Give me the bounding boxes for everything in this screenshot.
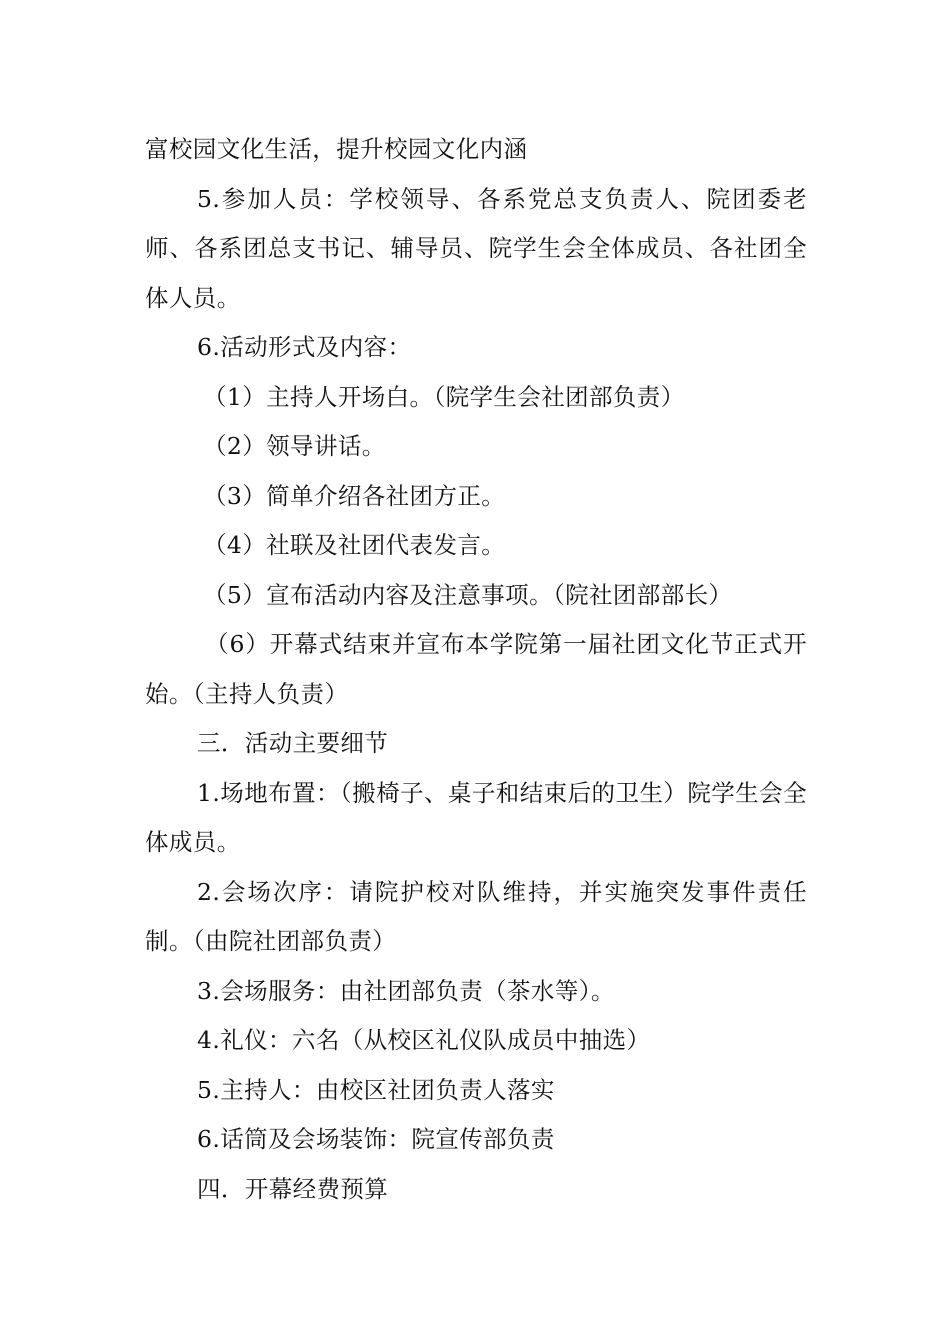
paragraph-etiquette: 4.礼仪：六名（从校区礼仪队成员中抽选） <box>197 1026 651 1054</box>
section-heading-budget: 四．开幕经费预算 <box>197 1174 389 1203</box>
paragraph-venue-order: 2.会场次序：请院护校对队维持，并实施突发事件责任制。（由院社团部负责） <box>145 877 807 955</box>
list-item-closing: （6）开幕式结束并宣布本学院第一届社团文化节正式开始。（主持人负责） <box>145 630 807 708</box>
document-body <box>145 125 807 1214</box>
list-item-club-intro: （3）简单介绍各社团方正。 <box>203 481 506 510</box>
list-item-leader-speech: （2）领导讲话。 <box>203 432 386 460</box>
paragraph-microphone-decoration: 6.话筒及会场装饰：院宣传部负责 <box>197 1125 555 1153</box>
paragraph-host: 5.主持人：由校区社团负责人落实 <box>197 1075 555 1104</box>
paragraph-venue-service: 3.会场服务：由社团部负责（茶水等）。 <box>197 976 615 1005</box>
section-heading-details: 三．活动主要细节 <box>197 729 389 757</box>
paragraph-continuation: 富校园文化生活，提升校园文化内涵 <box>145 135 528 163</box>
paragraph-activity-form: 6.活动形式及内容： <box>197 333 412 361</box>
list-item-host-opening: （1）主持人开场白。（院学生会社团部负责） <box>203 382 685 411</box>
list-item-announce-content: （5）宣布活动内容及注意事项。（院社团部部长） <box>203 580 733 609</box>
paragraph-participants: 5.参加人员：学校领导、各系党总支负责人、院团委老师、各系团总支书记、辅导员、院学生会全体成员、各社团全体人员。 <box>145 184 807 312</box>
list-item-representative-speech: （4）社联及社团代表发言。 <box>203 531 506 559</box>
paragraph-venue-setup: 1.场地布置：（搬椅子、桌子和结束后的卫生）院学生会全体成员。 <box>145 778 807 856</box>
